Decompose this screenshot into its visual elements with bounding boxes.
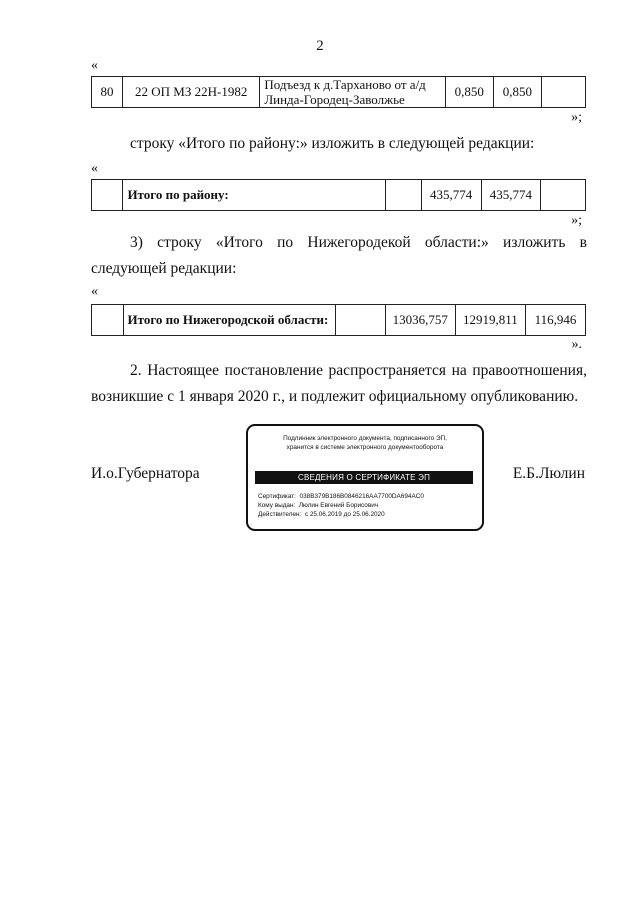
road-name-line1: Подъезд к д.Тарханово от а/д (264, 77, 426, 92)
certificate-value: 038B379B186B0846216AA7700DA694AC0 (299, 493, 424, 500)
stamp-certificate-line (258, 492, 424, 501)
value-cell-2: 0,850 (493, 77, 541, 108)
stamp-banner: СВЕДЕНИЯ О СЕРТИФИКАТЕ ЭП (255, 471, 473, 484)
paragraph-2: 3) строку «Итого по Нижегородекой области:» изложить в следующей редакции: (91, 234, 587, 277)
issued-label: Кому выдан: (258, 502, 296, 509)
opening-quote: « (91, 161, 98, 176)
empty-cell (541, 180, 586, 211)
empty-cell (386, 180, 422, 211)
empty-cell (335, 305, 385, 336)
paragraph-1: строку «Итого по району:» изложить в следующей редакции: (130, 135, 535, 152)
road-name-line2: Линда-Городец-Заволжье (264, 92, 405, 107)
opening-quote: « (91, 284, 98, 299)
certificate-label: Сертификат: (258, 493, 296, 500)
signer-position: И.о.Губернатора (91, 465, 200, 482)
closing-quote: »; (571, 110, 582, 125)
road-name (260, 77, 445, 108)
stamp-header-line2: хранится в системе электронного документооборота (286, 444, 444, 451)
closing-quote: »; (571, 213, 582, 228)
row-number: 80 (92, 77, 123, 108)
closing-quote: ». (571, 337, 582, 352)
region-total-table (91, 304, 586, 336)
table-row (92, 180, 586, 211)
district-total-label: Итого по району: (123, 180, 386, 211)
region-total-value-3: 116,946 (525, 305, 585, 336)
table-row (92, 77, 586, 108)
valid-value: с 25.06.2019 до 25.06.2020 (304, 511, 385, 518)
stamp-header-line1: Подлинник электронного документа, подписанного ЭП, (283, 435, 447, 442)
electronic-signature-stamp (246, 424, 484, 531)
page-number: 2 (316, 38, 324, 54)
value-cell-3 (541, 77, 585, 108)
region-total-value-2: 12919,811 (455, 305, 525, 336)
district-total-value-2: 435,774 (481, 180, 541, 211)
road-code: 22 ОП МЗ 22Н-1982 (123, 77, 260, 108)
issued-value: Люлин Евгений Борисович (298, 502, 379, 509)
signer-name: Е.Б.Люлин (512, 465, 585, 482)
paragraph-3: 2. Настоящее постановление распространяется на правоотношения, возникшие с 1 января 2020 г., и подлежит официальному опубликованию. (91, 362, 587, 405)
empty-cell (92, 305, 124, 336)
region-total-value-1: 13036,757 (385, 305, 455, 336)
stamp-valid-line (258, 510, 385, 519)
valid-label: Действителен: (258, 511, 302, 518)
empty-cell (92, 180, 123, 211)
stamp-issued-line (258, 501, 378, 510)
road-table (91, 76, 586, 108)
region-total-label: Итого по Нижегородской области: (123, 305, 335, 336)
district-total-table (91, 179, 586, 211)
district-total-value-1: 435,774 (421, 180, 481, 211)
stamp-header (248, 434, 482, 452)
opening-quote: « (91, 58, 98, 73)
table-row (92, 305, 586, 336)
value-cell-1: 0,850 (445, 77, 493, 108)
